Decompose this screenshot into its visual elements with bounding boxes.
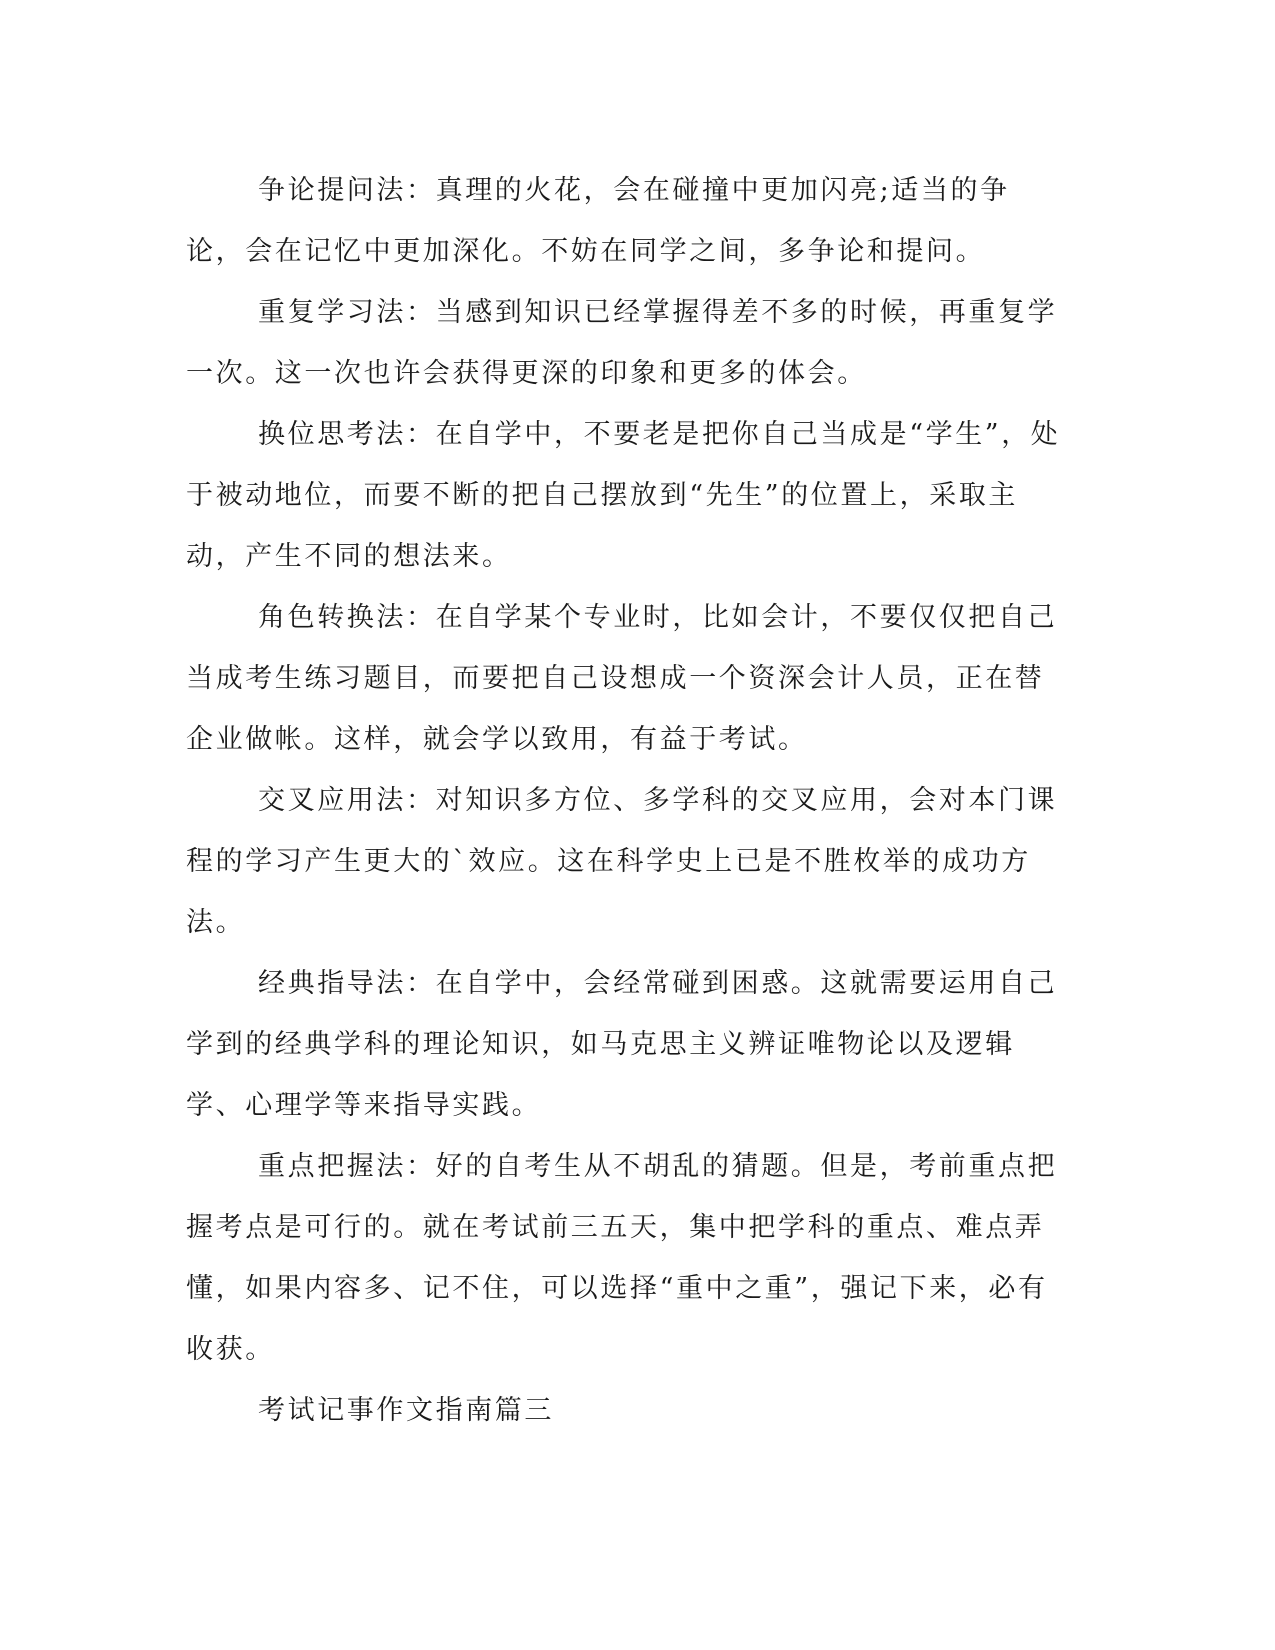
section-title: 考试记事作文指南篇三	[258, 1395, 554, 1426]
paragraph-perspective-taking: 换位思考法：在自学中，不要老是把你自己当成是“学生”，处于被动地位，而要不断的把自己摆放到“先生”的位置上，采取主动，产生不同的想法来。	[186, 419, 1061, 572]
paragraph-cross-application: 交叉应用法：对知识多方位、多学科的交叉应用，会对本门课程的学习产生更大的`效应。这在科学史上已是不胜枚举的成功方法。	[186, 785, 1058, 938]
paragraph-repeated-learning: 重复学习法：当感到知识已经掌握得差不多的时候，再重复学一次。这一次也许会获得更深的印象和更多的体会。	[186, 297, 1058, 389]
paragraph-classic-guidance: 经典指导法：在自学中，会经常碰到困惑。这就需要运用自己学到的经典学科的理论知识，如马克思主义辨证唯物论以及逻辑学、心理学等来指导实践。	[186, 968, 1058, 1121]
paragraph-role-switching: 角色转换法：在自学某个专业时，比如会计，不要仅仅把自己当成考生练习题目，而要把自己设想成一个资深会计人员，正在替企业做帐。这样，就会学以致用，有益于考试。	[186, 602, 1058, 755]
paragraph-key-points: 重点把握法：好的自考生从不胡乱的猜题。但是，考前重点把握考点是可行的。就在考试前三五天，集中把学科的重点、难点弄懂，如果内容多、记不住，可以选择“重中之重”，强记下来，必有收获。	[186, 1151, 1058, 1365]
paragraph-debate-questioning: 争论提问法：真理的火花，会在碰撞中更加闪亮;适当的争论，会在记忆中更加深化。不妨在同学之间，多争论和提问。	[186, 175, 1010, 267]
document-body	[186, 160, 1066, 1441]
